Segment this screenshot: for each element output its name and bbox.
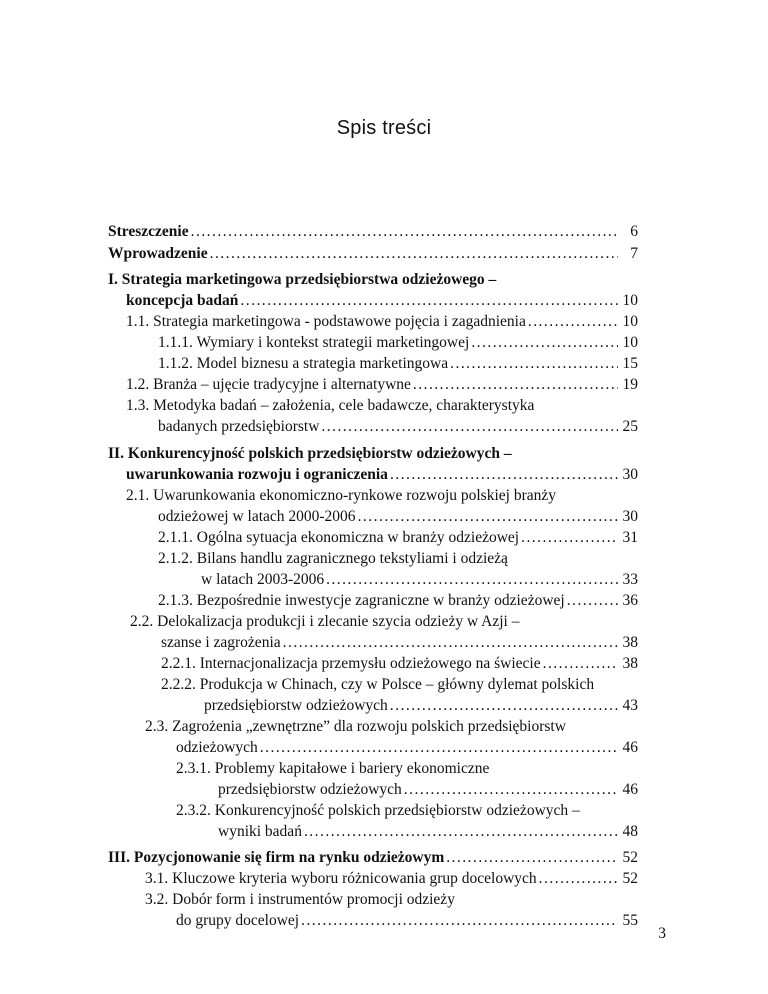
toc-entry-first-line: 2.2.2. Produkcja w Chinach, czy w Polsce – główny dylemat polskich [161,676,595,693]
leader-dots [471,332,618,353]
leader-dots [210,243,618,264]
toc-entry[interactable] [158,590,638,611]
toc-entry[interactable] [126,290,638,311]
toc-entry[interactable] [158,332,638,353]
leader-dots [283,632,618,653]
leader-dots [413,374,618,395]
toc-entry-page: 30 [622,466,638,483]
toc-chapter-heading: I. Strategia marketingowa przedsiębiorstwa odzieżowego – [108,271,497,288]
page-number: 3 [658,925,666,942]
toc-entry[interactable] [218,821,638,842]
leader-dots [301,910,618,931]
toc-entry[interactable] [158,353,638,374]
toc-entry-title: koncepcja badań [126,292,239,309]
toc-entry-page: 46 [622,739,638,756]
leader-dots [543,653,618,674]
toc-entry-first-line: 2.3.2. Konkurencyjność polskich przedsiębiorstw odzieżowych – [176,802,580,819]
toc-entry-title: Wprowadzenie [108,245,208,262]
toc-entry-title: uwarunkowania rozwoju i ograniczenia [126,466,388,483]
toc-entry-page: 52 [622,870,638,887]
toc-entry-page: 6 [630,223,638,240]
toc-entry-page: 36 [622,592,638,609]
toc-entry-title: szanse i zagrożenia [161,634,281,651]
toc-entry[interactable] [108,243,638,264]
leader-dots [326,569,618,590]
toc-entry[interactable] [161,632,638,653]
toc-entry-title: 1.1.2. Model biznesu a strategia marketingowa [158,355,449,372]
toc-entry-first-line: 2.1. Uwarunkowania ekonomiczno-rynkowe rozwoju polskiej branży [126,487,557,504]
toc-entry-page: 19 [622,376,638,393]
toc-entry-page: 10 [622,313,638,330]
toc-entry[interactable] [161,653,638,674]
toc-entry-title: 2.1.3. Bezpośrednie inwestycje zagraniczne w branży odzieżowej [158,592,565,609]
toc-entry-page: 15 [622,355,638,372]
leader-dots [404,779,618,800]
toc-entry-title: 1.2. Branża – ujęcie tradycyjne i alternatywne [126,376,411,393]
toc-entry[interactable] [201,569,638,590]
toc-entry-title: do grupy docelowej [176,912,300,929]
toc-entry-page: 33 [622,571,638,588]
leader-dots [321,416,618,437]
toc-entry-title: przedsiębiorstw odzieżowych [204,697,388,714]
toc-entry[interactable] [108,221,638,242]
toc-entry-page: 30 [622,508,638,525]
toc-entry-page: 55 [622,912,638,929]
toc-entry-title: 3.1. Kluczowe kryteria wyboru różnicowania grup docelowych [145,870,537,887]
toc-entry-title: 1.1.1. Wymiary i kontekst strategii marketingowej [158,334,470,351]
toc-entry-title: III. Pozycjonowanie się firm na rynku odzieżowym [108,849,445,866]
leader-dots [358,506,618,527]
leader-dots [240,290,618,311]
toc-entry-title: odzieżowej w latach 2000-2006 [158,508,356,525]
toc-entry-page: 48 [622,823,638,840]
toc-entry[interactable] [108,847,638,868]
leader-dots [528,311,618,332]
page-title: Spis treści [336,117,432,139]
toc-entry[interactable] [158,506,638,527]
toc-entry-page: 38 [622,634,638,651]
toc-entry-title: Streszczenie [108,223,189,240]
toc-entry-title: przedsiębiorstw odzieżowych [218,781,402,798]
leader-dots [450,353,618,374]
toc-entry-title: wyniki badań [218,823,302,840]
toc-entry-page: 7 [630,245,638,262]
toc-entry[interactable] [145,868,638,889]
toc-entry[interactable] [158,416,638,437]
toc-entry[interactable] [126,311,638,332]
toc-entry-page: 46 [622,781,638,798]
toc-entry-first-line: 2.3.1. Problemy kapitałowe i bariery ekonomiczne [176,760,490,777]
toc-entry-page: 10 [622,292,638,309]
toc-entry-first-line: 2.1.2. Bilans handlu zagranicznego tekstyliami i odzieżą [158,550,508,567]
toc-entry-title: w latach 2003-2006 [201,571,325,588]
toc-entry-title: badanych przedsiębiorstw [158,418,320,435]
leader-dots [260,737,618,758]
toc-entry-first-line: 2.2. Delokalizacja produkcji i zlecanie szycia odzieży w Azji – [130,613,520,630]
leader-dots [390,464,618,485]
toc-entry[interactable] [218,779,638,800]
toc-entry[interactable] [126,374,638,395]
leader-dots [521,527,618,548]
leader-dots [304,821,618,842]
toc-entry-page: 52 [622,849,638,866]
leader-dots [191,221,618,242]
toc-entry[interactable] [176,737,638,758]
toc-entry-title: 2.2.1. Internacjonalizacja przemysłu odzieżowego na świecie [161,655,541,672]
toc-entry-page: 38 [622,655,638,672]
leader-dots [390,695,618,716]
leader-dots [539,868,618,889]
toc-entry[interactable] [204,695,638,716]
toc-entry-first-line: 2.3. Zagrożenia „zewnętrzne” dla rozwoju polskich przedsiębiorstw [145,718,566,735]
toc-entry-first-line: 3.2. Dobór form i instrumentów promocji odzieży [145,891,455,908]
toc-entry-page: 10 [622,334,638,351]
toc-entry-page: 43 [622,697,638,714]
toc-entry-title: 1.1. Strategia marketingowa - podstawowe pojęcia i zagadnienia [126,313,526,330]
toc-entry-title: 2.1.1. Ogólna sytuacja ekonomiczna w branży odzieżowej [158,529,520,546]
toc-entry[interactable] [158,527,638,548]
toc-chapter-heading: II. Konkurencyjność polskich przedsiębiorstw odzieżowych – [108,445,512,462]
toc-entry-title: odzieżowych [176,739,258,756]
toc-entry-first-line: 1.3. Metodyka badań – założenia, cele badawcze, charakterystyka [126,397,535,414]
toc-entry-page: 31 [622,529,638,546]
toc-entry-page: 25 [622,418,638,435]
leader-dots [567,590,618,611]
toc-entry[interactable] [176,910,638,931]
toc-entry[interactable] [126,464,638,485]
leader-dots [446,847,618,868]
